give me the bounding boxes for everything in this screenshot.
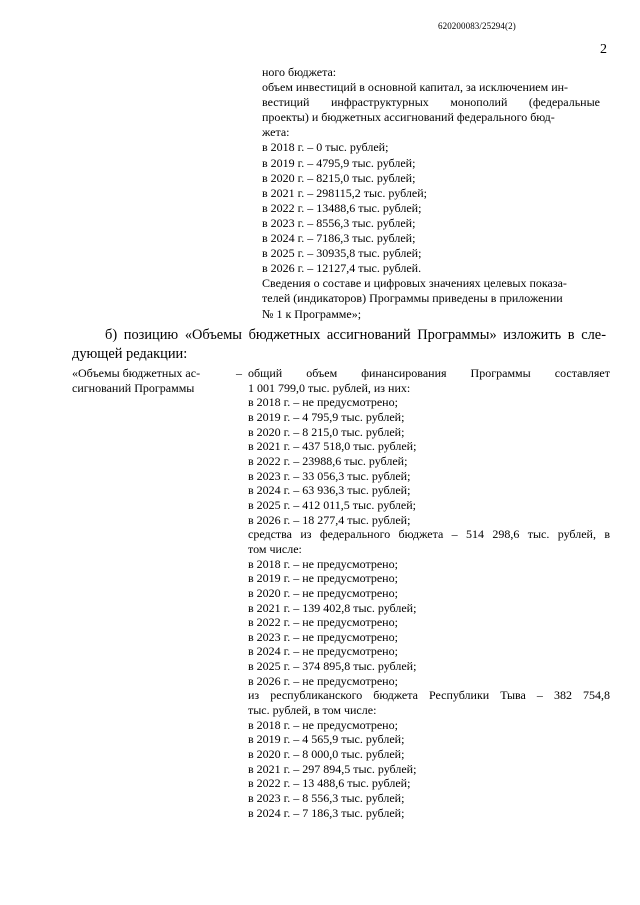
label-line: «Объемы бюджетных ас- [72,366,201,380]
funding-line: средства из федерального бюджета – 514 298,6 тыс. рублей, в [248,527,610,542]
previous-section-text [262,65,600,322]
funding-line: в 2021 г. – 297 894,5 тыс. рублей; [248,761,417,776]
funding-line: в 2026 г. – не предусмотрено; [248,673,398,688]
funding-line: в 2022 г. – 13 488,6 тыс. рублей; [248,776,411,791]
label-line: сигнований Программы [72,381,195,396]
funding-details [236,366,610,820]
funding-line: в 2024 г. – 7 186,3 тыс. рублей; [248,805,405,820]
text-line: в 2025 г. – 30935,8 тыс. рублей; [262,246,422,261]
text-line: в 2022 г. – 13488,6 тыс. рублей; [262,200,422,215]
funding-line: в 2018 г. – не предусмотрено; [248,717,398,732]
funding-line: – общий объем финансирования Программы составляет [236,366,610,380]
funding-line: в 2021 г. – 437 518,0 тыс. рублей; [248,439,417,454]
text-line: в 2018 г. – 0 тыс. рублей; [262,140,389,155]
funding-line: в 2020 г. – 8 000,0 тыс. рублей; [248,747,405,762]
page-number: 2 [600,42,607,57]
funding-line: в 2019 г. – 4 795,9 тыс. рублей; [248,409,405,424]
text-line: в 2019 г. – 4795,9 тыс. рублей; [262,155,416,170]
funding-line: 1 001 799,0 тыс. рублей, из них: [248,380,411,395]
instruction-line: б) позицию «Объемы бюджетных ассигнований Программы» изложить в сле- [105,327,606,343]
funding-line: в 2024 г. – не предусмотрено; [248,644,398,659]
funding-line: в 2025 г. – 374 895,8 тыс. рублей; [248,659,417,674]
text-line: проекты) и бюджетных ассигнований федерального бюд- [262,110,555,125]
funding-line: в 2019 г. – 4 565,9 тыс. рублей; [248,732,405,747]
funding-line: в 2026 г. – 18 277,4 тыс. рублей; [248,512,411,527]
funding-line: тыс. рублей, в том числе: [248,703,377,718]
text-line: объем инвестиций в основной капитал, за исключением ин- [262,80,569,95]
funding-line: в 2018 г. – не предусмотрено; [248,395,398,410]
text-line: в 2020 г. – 8215,0 тыс. рублей; [262,170,416,185]
position-label [72,366,232,396]
funding-line: в 2020 г. – 8 215,0 тыс. рублей; [248,424,405,439]
funding-line: в 2019 г. – не предусмотрено; [248,571,398,586]
funding-line: в 2023 г. – 8 556,3 тыс. рублей; [248,791,405,806]
funding-line: в 2023 г. – 33 056,3 тыс. рублей; [248,468,411,483]
funding-line: из республиканского бюджета Республики Тыва – 382 754,8 [248,688,610,703]
instruction-line: дующей редакции: [72,346,188,362]
text-line: в 2021 г. – 298115,2 тыс. рублей; [262,185,427,200]
document-id: 620200083/25294(2) [438,21,516,31]
amendment-instruction [72,326,606,364]
text-line: в 2023 г. – 8556,3 тыс. рублей; [262,215,416,230]
text-line: телей (индикаторов) Программы приведены в приложении [262,291,563,306]
funding-line: в 2022 г. – 23988,6 тыс. рублей; [248,453,408,468]
text-line: жета: [262,125,290,140]
funding-line: в 2025 г. – 412 011,5 тыс. рублей; [248,497,416,512]
funding-line: в 2018 г. – не предусмотрено; [248,556,398,571]
funding-line: в 2023 г. – не предусмотрено; [248,629,398,644]
funding-line: в 2022 г. – не предусмотрено; [248,615,398,630]
text-line: ного бюджета: [262,65,337,79]
funding-line: в 2024 г. – 63 936,3 тыс. рублей; [248,483,411,498]
text-line: в 2024 г. – 7186,3 тыс. рублей; [262,231,416,246]
text-line: Сведения о составе и цифровых значениях целевых показа- [262,276,567,291]
funding-line: в 2021 г. – 139 402,8 тыс. рублей; [248,600,417,615]
funding-line: в 2020 г. – не предусмотрено; [248,585,398,600]
text-line: вестиций инфраструктурных монополий (федеральные [262,95,600,110]
funding-line: том числе: [248,541,302,556]
dash: – [236,366,242,380]
text-line: № 1 к Программе»; [262,306,362,321]
text-line: в 2026 г. – 12127,4 тыс. рублей. [262,261,422,276]
